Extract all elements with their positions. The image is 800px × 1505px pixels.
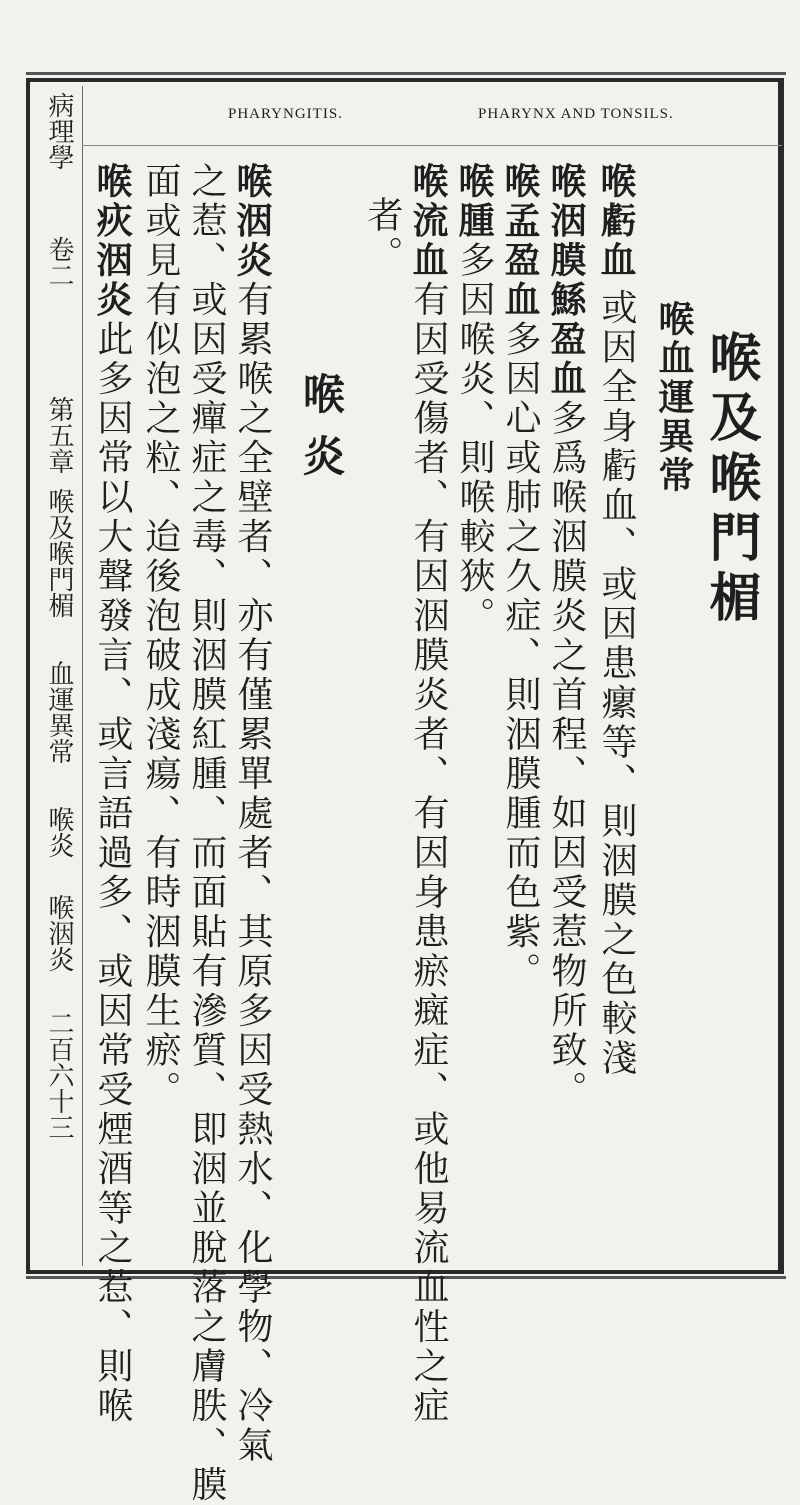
entry-text: 者。	[362, 196, 403, 275]
entry-text: 多因喉炎、則喉較狹。	[454, 241, 495, 636]
margin-column	[36, 86, 83, 1266]
margin-sub2: 喉洇炎	[44, 894, 74, 972]
entry-term: 喉洇炎	[231, 162, 273, 281]
entry-term: 喉孟盈血	[499, 162, 541, 320]
entry-5	[408, 162, 448, 1426]
running-header-right: PHARYNX AND TONSILS.	[478, 106, 674, 122]
entry-4	[454, 162, 494, 636]
entry-3	[500, 162, 540, 992]
margin-chapter: 第五章	[44, 396, 74, 474]
entry-1	[596, 162, 636, 1079]
entry-6-line-2	[186, 162, 226, 1505]
margin-section: 血運異常	[44, 660, 74, 764]
chapter-title: 喉及喉門楣	[700, 330, 761, 630]
top-rule	[26, 72, 786, 75]
entry-text: 多爲喉洇膜炎之首程、如因受惹物所致。	[546, 399, 587, 1110]
margin-volume: 卷二	[44, 236, 74, 288]
running-header-left: PHARYNGITIS.	[228, 106, 343, 122]
margin-topic: 喉及喉門楣	[44, 488, 74, 618]
section-heading-pharyngitis: 喉炎	[297, 372, 346, 496]
entry-7	[92, 162, 132, 1426]
entry-2	[546, 162, 586, 1110]
entry-text: 有因受傷者、有因洇膜炎者、有因身患瘀癍症、或他易流血性之症	[408, 280, 449, 1426]
section-heading-blood: 喉血運異常	[653, 300, 695, 495]
entry-term: 喉流血	[407, 162, 449, 281]
margin-page-number: 二百六十三	[44, 1010, 74, 1140]
entry-text: 之惹、或因受癉症之毒、則洇膜紅腫、而面貼有滲質、即洇並脫落之膚胅、膜	[186, 162, 227, 1505]
entry-text: 面或見有似泡之粒、迨後泡破成淺瘍、有時洇膜生瘀。	[140, 162, 181, 1110]
entry-5-continued	[362, 196, 402, 275]
entry-term: 喉洇膜鯀盈血	[545, 162, 587, 399]
entry-text: 此多因常以大聲發言、或言語過多、或因常受煙酒等之惹、則喉	[92, 320, 133, 1426]
entry-term: 喉虧血	[595, 162, 637, 281]
entry-term: 喉腫	[453, 162, 495, 241]
entry-text: 有累喉之全壁者、亦有僅累單處者、其原多因受熱水、化學物、冷氣	[232, 280, 273, 1466]
entry-6	[232, 162, 272, 1466]
header-rule	[82, 145, 782, 146]
margin-book: 病理學	[44, 92, 74, 170]
margin-sub1: 喉炎	[44, 806, 74, 858]
entry-term: 喉疢洇炎	[91, 162, 133, 320]
entry-text: 多因心或肺之久症、則洇膜腫而色紫。	[500, 320, 541, 992]
bottom-rule	[26, 1276, 786, 1279]
entry-6-line-3	[140, 162, 180, 1110]
entry-text: 或因全身虧血、或因患瘰等、則洇膜之色較淺	[596, 288, 637, 1079]
